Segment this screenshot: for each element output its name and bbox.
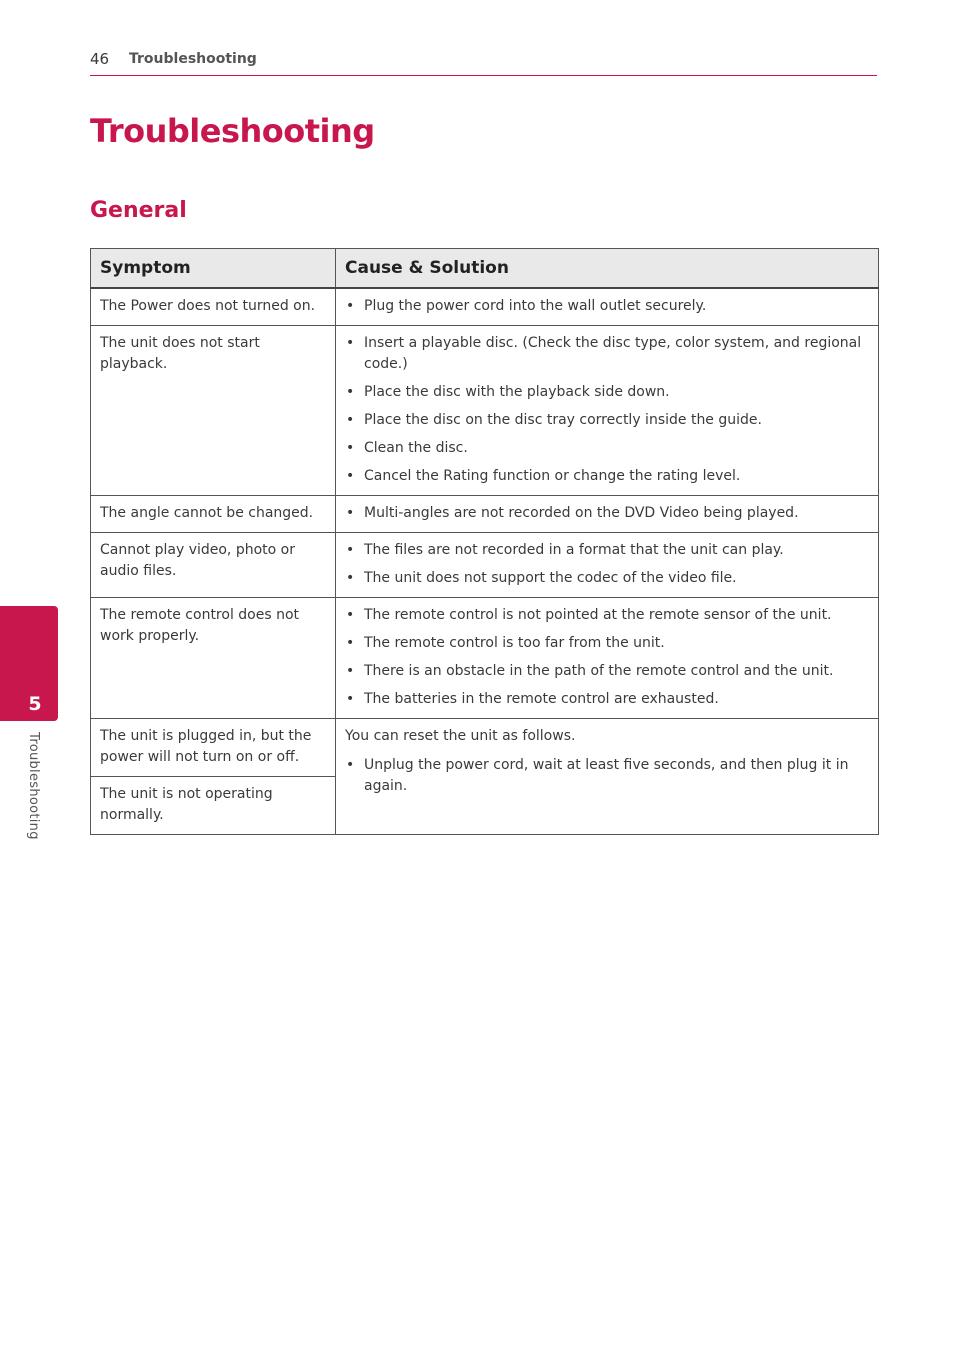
- symptom-cell: Cannot play video, photo or audio files.: [91, 533, 336, 598]
- solution-list: [345, 605, 869, 710]
- table-header-row: [91, 249, 879, 289]
- reset-intro-text: You can reset the unit as follows.: [345, 728, 576, 744]
- page-title: Troubleshooting: [90, 112, 375, 150]
- solution-item: • The remote control is too far from the unit.: [345, 633, 869, 654]
- solution-item: • The unit does not support the codec of the video file.: [345, 568, 869, 589]
- solution-item: • Cancel the Rating function or change the rating level.: [345, 466, 869, 487]
- solution-item: • The files are not recorded in a format that the unit can play.: [345, 540, 869, 561]
- solution-cell: [336, 288, 879, 326]
- column-header-symptom: Symptom: [91, 249, 336, 289]
- solution-list: [345, 503, 869, 524]
- table-row: [91, 496, 879, 533]
- solution-list: [345, 296, 869, 317]
- table-row: [91, 598, 879, 719]
- solution-item: • Plug the power cord into the wall outlet securely.: [345, 296, 869, 317]
- column-header-cause-solution: Cause & Solution: [336, 249, 879, 289]
- solution-item: • Place the disc with the playback side down.: [345, 382, 869, 403]
- page-number: 46: [90, 50, 110, 68]
- table-row: [91, 719, 879, 777]
- solution-item: • Multi-angles are not recorded on the DVD Video being played.: [345, 503, 869, 524]
- solution-item: • Insert a playable disc. (Check the disc type, color system, and regional code.): [345, 333, 869, 375]
- solution-list: [345, 540, 869, 589]
- chapter-tab: [0, 606, 58, 721]
- symptom-cell: The unit does not start playback.: [91, 326, 336, 496]
- symptom-cell: The angle cannot be changed.: [91, 496, 336, 533]
- solution-cell: [336, 598, 879, 719]
- symptom-cell: The Power does not turned on.: [91, 288, 336, 326]
- symptom-cell: The remote control does not work properly.: [91, 598, 336, 719]
- solution-item: • The batteries in the remote control are exhausted.: [345, 689, 869, 710]
- solution-cell-reset: [336, 719, 879, 835]
- solution-item: • Clean the disc.: [345, 438, 869, 459]
- troubleshooting-table: [90, 248, 879, 835]
- section-title: General: [90, 198, 187, 223]
- table-row: [91, 288, 879, 326]
- solution-list: [345, 755, 869, 797]
- header-section-title: Troubleshooting: [129, 51, 257, 67]
- table-row: [91, 326, 879, 496]
- solution-cell: [336, 326, 879, 496]
- solution-list: [345, 333, 869, 487]
- chapter-number: 5: [28, 693, 42, 715]
- solution-item: • There is an obstacle in the path of the remote control and the unit.: [345, 661, 869, 682]
- chapter-label: Troubleshooting: [26, 732, 41, 840]
- solution-cell: [336, 496, 879, 533]
- symptom-cell: The unit is not operating normally.: [91, 777, 336, 835]
- solution-item: • Place the disc on the disc tray correctly inside the guide.: [345, 410, 869, 431]
- table-row: [91, 533, 879, 598]
- page-header: [90, 48, 877, 76]
- solution-item: • The remote control is not pointed at the remote sensor of the unit.: [345, 605, 869, 626]
- symptom-cell: The unit is plugged in, but the power will not turn on or off.: [91, 719, 336, 777]
- solution-cell: [336, 533, 879, 598]
- solution-item: • Unplug the power cord, wait at least five seconds, and then plug it in again.: [345, 755, 869, 797]
